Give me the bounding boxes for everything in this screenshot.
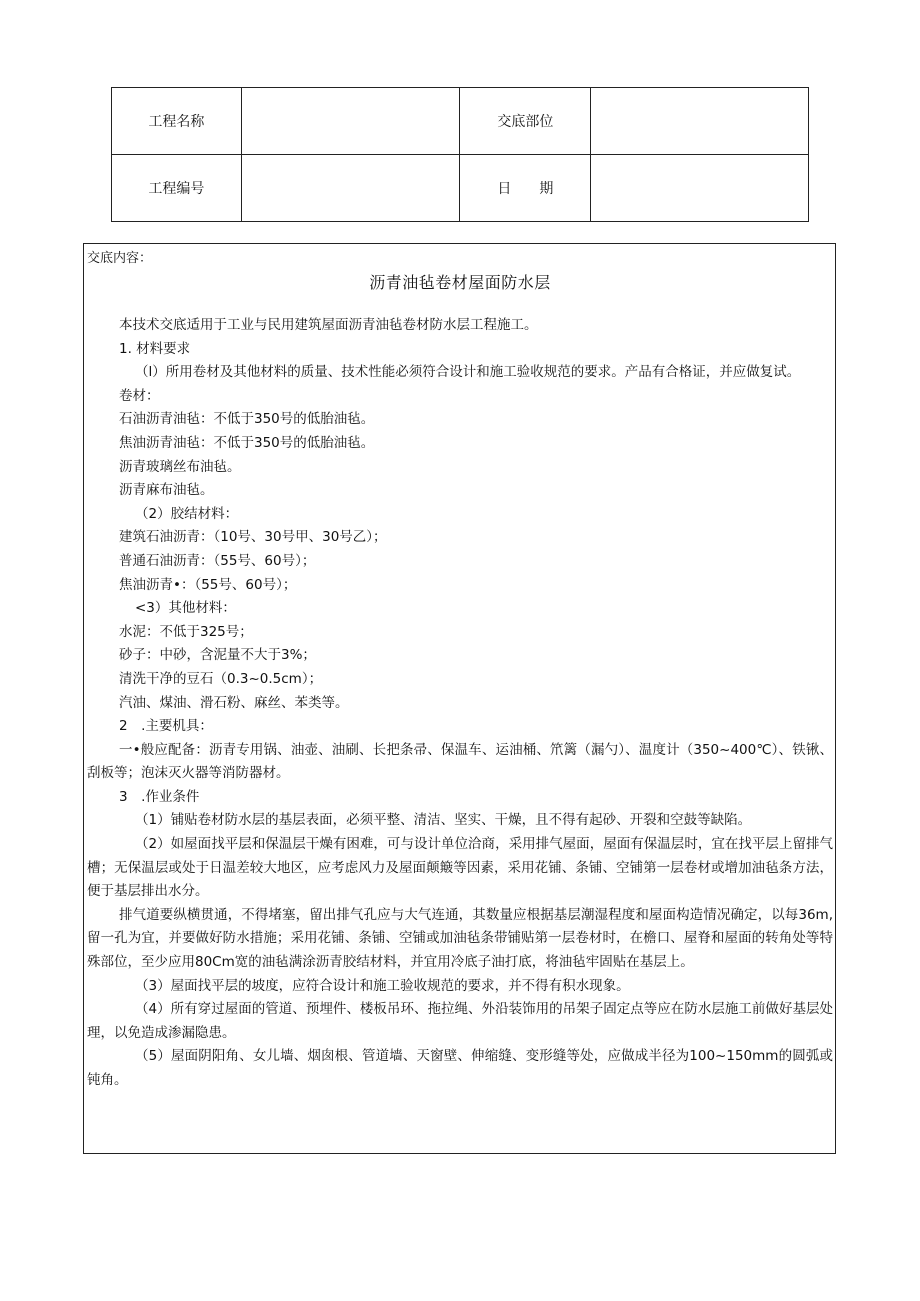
paragraph: （2）胶结材料：: [135, 505, 239, 522]
date-label: 日 期: [460, 155, 591, 222]
paragraph: （3）屋面找平层的坡度，应符合设计和施工验收规范的要求，并不得有积水现象。: [135, 977, 630, 994]
section-heading-tools: 2 .主要机具：: [119, 718, 213, 735]
content-label: 交底内容：: [87, 251, 153, 266]
paragraph: 清洗干净的豆石（0.3~0.5cm）；: [119, 670, 323, 687]
paragraph: 一•般应配备：沥青专用锅、油壶、油刷、长把条帚、保温车、运油桶、笊篱（漏勺）、温度计（350~400℃）、铁锹、刮板等；泡沫灭火器等消防器材。: [87, 741, 833, 782]
handover-part-label: 交底部位: [460, 88, 591, 155]
paragraph: 沥青玻璃丝布油毡。: [119, 458, 241, 475]
project-name-field[interactable]: [241, 88, 460, 155]
paragraph: 石油沥青油毡：不低于350号的低胎油毡。: [119, 411, 375, 428]
paragraph: 普通石油沥青：（55号、60号）；: [119, 552, 316, 569]
paragraph: （1）铺贴卷材防水层的基层表面，必须平整、清洁、坚实、干燥，且不得有起砂、开裂和空鼓等缺陷。: [135, 812, 752, 829]
paragraph: 排气道要纵横贯通，不得堵塞，留出排气孔应与大气连通，其数量应根据基层潮湿程度和屋面构造情况确定，以每36m,留一孔为宜，并要做好防水措施；采用花铺、条铺、空铺或加油毡条带铺贴第一层卷材时，在檐口、屋脊和屋面的转角处等特殊部位，至少应用80Cm宽的油毡满涂沥青胶结材料，并宜用冷底子油打底，将油毡牢固贴在基层上。: [87, 906, 833, 971]
project-no-field[interactable]: [241, 155, 460, 222]
intro-paragraph: 本技术交底适用于工业与民用建筑屋面沥青油毡卷材防水层工程施工。: [119, 317, 538, 333]
table-row: [112, 88, 809, 155]
paragraph: 焦油沥青油毡：不低于350号的低胎油毡。: [119, 434, 375, 451]
paragraph: （l）所用卷材及其他材料的质量、技术性能必须符合设计和施工验收规范的要求。产品有合格证，并应做复试。: [135, 364, 801, 381]
handover-part-field[interactable]: [591, 88, 809, 155]
paragraph: （5）屋面阴阳角、女儿墙、烟囱根、管道墙、天窗壁、伸缩缝、变形缝等处，应做成半径为100~150mm的圆弧或钝角。: [87, 1048, 833, 1088]
handover-content-box: [83, 243, 836, 1154]
paragraph: 焦油沥青•：（55号、60号）；: [119, 576, 297, 593]
table-row: [112, 155, 809, 222]
project-no-label: 工程编号: [112, 155, 242, 222]
date-field[interactable]: [591, 155, 809, 222]
paragraph: 砂子：中砂，含泥量不大于3%；: [119, 647, 316, 664]
paragraph: （2）如屋面找平层和保温层干燥有困难，可与设计单位洽商，采用排气屋面，屋面有保温层时，宜在找平层上留排气槽；无保温层或处于日温差较大地区，应考虑风力及屋面颠簸等因素，采用花铺、条铺、空铺第一层卷材或增加油毡条方法，便于基层排出水分。: [87, 836, 833, 900]
paragraph: 沥青麻布油毡。: [119, 482, 214, 499]
section-heading-conditions: 3 .作业条件: [119, 788, 200, 805]
paragraph: <3）其他材料：: [135, 600, 236, 617]
paragraph: 汽油、煤油、滑石粉、麻丝、苯类等。: [119, 694, 349, 711]
section-heading-materials: 1. 材料要求: [119, 340, 191, 357]
project-name-label: 工程名称: [112, 88, 242, 155]
paragraph: （4）所有穿过屋面的管道、预埋件、楼板吊环、拖拉绳、外沿装饰用的吊架子固定点等应在防水层施工前做好基层处理，以免造成渗漏隐患。: [87, 1001, 833, 1041]
paragraph: 卷材：: [119, 387, 160, 404]
document-title: 沥青油毡卷材屋面防水层: [369, 273, 551, 292]
project-info-table: [111, 87, 809, 222]
paragraph: 建筑石油沥青：（10号、30号甲、30号乙）；: [119, 529, 387, 546]
paragraph: 水泥：不低于325号；: [119, 623, 253, 640]
